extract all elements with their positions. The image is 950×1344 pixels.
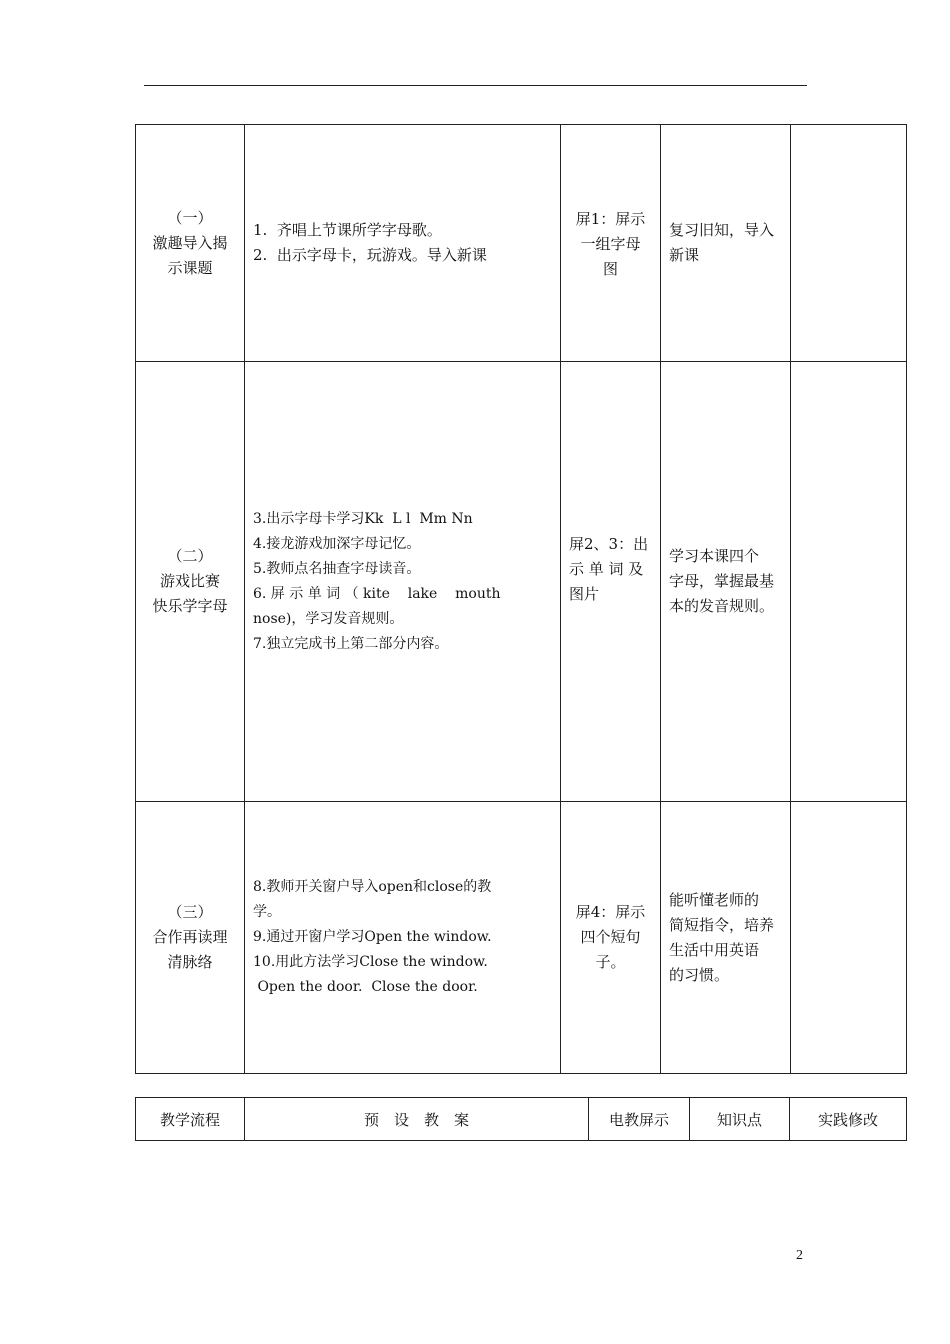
knowledge-line: 的习惯。 [669,965,730,984]
plan-line: 5.教师点名抽查字母读音。 [253,560,421,577]
plan-line: 2. 出示字母卡，玩游戏。导入新课 [253,246,487,264]
plan-line: 10.用此方法学习Close the window. [253,954,488,970]
screen-line: 图 [602,260,618,278]
stage-line: 游戏比赛 [159,572,220,590]
knowledge-line: 复习旧知，导入 [669,221,775,239]
table-row [136,125,907,362]
knowledge-line: 能听懂老师的 [669,890,760,909]
stage-line: （一） [167,208,213,227]
header-lesson-plan: 预 设 教 案 [245,1098,589,1141]
stage-cell [136,802,245,1074]
stage-line: 快乐学字母 [152,597,228,615]
knowledge-cell [661,125,791,362]
knowledge-cell [661,802,791,1074]
plan-line: 7.独立完成书上第二部分内容。 [253,635,449,652]
screen-cell [561,125,661,362]
table-row [136,802,907,1074]
plan-line: nose)，学习发音规则。 [253,610,404,627]
stage-line: （三） [167,903,213,921]
header-rule [144,85,807,86]
knowledge-line: 本的发音规则。 [669,597,775,615]
knowledge-line: 新课 [669,246,700,264]
stage-line: 合作再读理 [152,928,228,946]
revision-cell [791,125,907,362]
stage-cell [136,362,245,802]
knowledge-line: 学习本课四个 [669,547,760,565]
header-teaching-flow: 教学流程 [136,1098,245,1141]
knowledge-line: 字母，掌握最基 [669,572,775,590]
plan-line: 8.教师开关窗户导入open和close的教 [253,879,492,895]
stage-line: 示课题 [167,258,213,277]
plan-line: 6. 屏 示 单 词 （ kite lake mouth [253,585,501,602]
plan-cell [245,362,561,802]
stage-line: 清脉络 [167,953,213,971]
header-revision: 实践修改 [790,1098,907,1141]
screen-line: 一组字母 [580,235,641,253]
revision-cell [791,802,907,1074]
screen-line: 屏1：屏示 [575,210,646,228]
stage-line: （二） [167,547,213,565]
plan-line: 4.接龙游戏加深字母记忆。 [253,535,421,552]
plan-line: 1. 齐唱上节课所学字母歌。 [253,221,442,239]
plan-line: 9.通过开窗户学习Open the window. [253,929,492,945]
table-row [136,362,907,802]
revision-cell [791,362,907,802]
lesson-table [135,124,907,1074]
screen-cell [561,362,661,802]
screen-line: 图片 [569,585,600,603]
header-knowledge: 知识点 [690,1098,790,1141]
plan-cell [245,802,561,1074]
stage-line: 激趣导入揭 [152,233,228,252]
screen-line: 屏2、3：出 [569,535,649,553]
plan-cell [245,125,561,362]
stage-cell [136,125,245,362]
screen-cell [561,802,661,1074]
page-number: 2 [796,1248,803,1263]
knowledge-line: 简短指令，培养 [669,915,775,934]
screen-line: 示 单 词 及 [569,560,644,578]
knowledge-line: 生活中用英语 [669,940,760,959]
plan-line: Open the door. Close the door. [253,979,478,995]
screen-line: 四个短句 [580,928,641,946]
plan-line: 学。 [253,904,281,920]
header-screen: 电教屏示 [589,1098,690,1141]
knowledge-cell [661,362,791,802]
screen-line: 子。 [595,953,626,971]
screen-line: 屏4：屏示 [575,903,646,921]
column-header-table [135,1097,907,1141]
plan-line: 3.出示字母卡学习Kk L l Mm Nn [253,510,473,527]
